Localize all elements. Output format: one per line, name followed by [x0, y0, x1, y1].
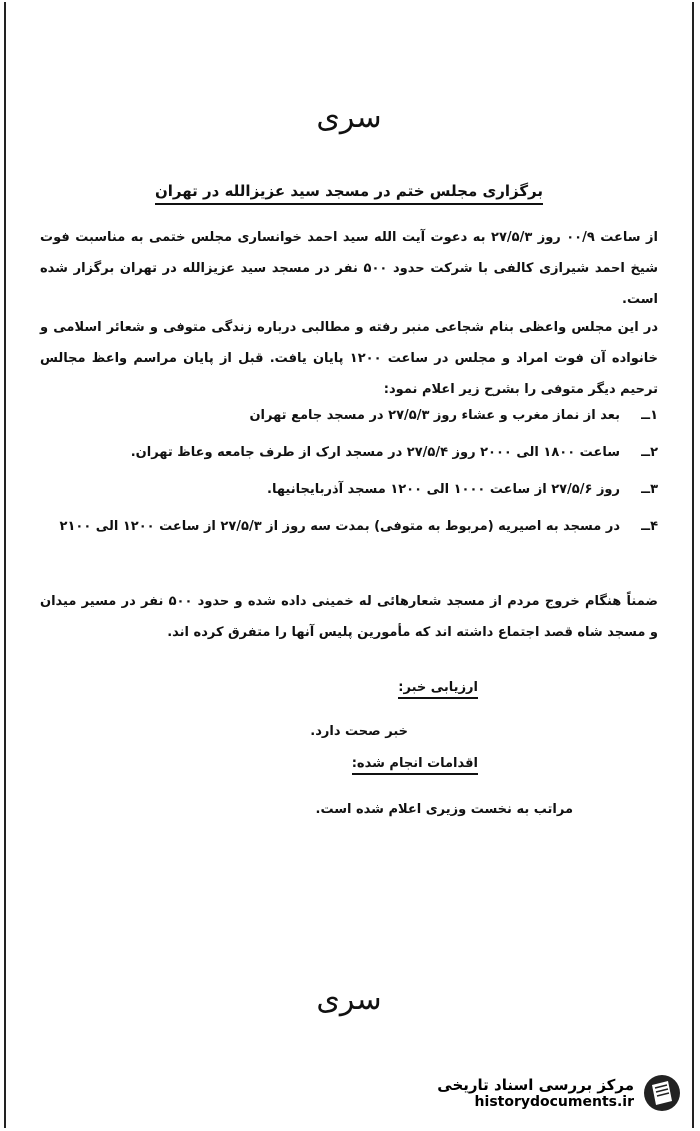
- document-center-logo-icon: [642, 1073, 682, 1113]
- list-item-text: بعد از نماز مغرب و عشاء روز ۲۷/۵/۳ در مسجد جامع تهران: [249, 408, 620, 423]
- list-item: [40, 474, 658, 505]
- report-text: مراتب به نخست وزیری اعلام شده است.: [315, 802, 573, 817]
- document: [40, 0, 658, 1131]
- list-item-number: ۴ــ: [641, 519, 658, 534]
- classification-top: سری: [316, 100, 382, 135]
- watermark-url: historydocuments.ir: [474, 1094, 634, 1110]
- watermark: [437, 1073, 682, 1113]
- list-item-text: در مسجد به اصیریه (مربوط به متوفی) بمدت سه روز از ۲۷/۵/۳ از ساعت ۱۲۰۰ الی ۲۱۰۰: [59, 519, 620, 534]
- meeting-list: [40, 400, 658, 548]
- document-title-text: برگزاری مجلس ختم در مسجد سید عزیزالله در تهران: [155, 182, 543, 205]
- list-item-number: ۲ــ: [641, 445, 658, 460]
- heading-actions-taken: اقدامات انجام شده:: [352, 756, 478, 775]
- list-item-number: ۱ــ: [641, 408, 658, 423]
- paragraph-second: در این مجلس واعظی بنام شجاعی منبر رفته و مطالبی درباره زندگی متوفی و شعائر اسلامی و خانواده آن فوت امراد و مجلس در ساعت ۱۲۰۰ پایان یافت. قبل از پایان مراسم واعظ مجالس ترحیم دیگر متوفی را بشرح زیر اعلام نمود:: [40, 320, 658, 397]
- list-item: [40, 400, 658, 431]
- list-item-number: ۳ــ: [641, 482, 658, 497]
- list-item-text: ساعت ۱۸۰۰ الی ۲۰۰۰ روز ۲۷/۵/۴ در مسجد ارک از طرف جامعه وعاظ تهران.: [130, 445, 620, 460]
- heading-news-evaluation: ارزیابی خبر:: [398, 680, 478, 699]
- news-evaluation-text: خبر صحت دارد.: [310, 724, 408, 739]
- list-item: [40, 437, 658, 468]
- paragraph-note: ضمناً هنگام خروج مردم از مسجد شعارهائی له خمینی داده شده و حدود ۵۰۰ نفر در مسیر میدان و مسجد شاه قصد اجتماع داشته اند که مأمورین پلیس آنها را متفرق کرده اند.: [40, 594, 658, 640]
- watermark-text: [437, 1076, 634, 1110]
- list-item: [40, 511, 658, 542]
- document-title: [40, 182, 658, 200]
- list-item-text: روز ۲۷/۵/۶ از ساعت ۱۰۰۰ الی ۱۲۰۰ مسجد آذربایجانیها.: [267, 482, 620, 497]
- classification-bottom: سری: [316, 982, 382, 1017]
- paragraph-intro: از ساعت ۰۰/۹ روز ۲۷/۵/۳ به دعوت آیت الله سید احمد خوانساری مجلس ختمی به مناسبت فوت شیخ احمد شیرازی کالفی با شرکت حدود ۵۰۰ نفر در مسجد سید عزیزالله در تهران برگزار شده است.: [40, 230, 659, 307]
- watermark-name: مرکز بررسی اسناد تاریخی: [437, 1076, 634, 1094]
